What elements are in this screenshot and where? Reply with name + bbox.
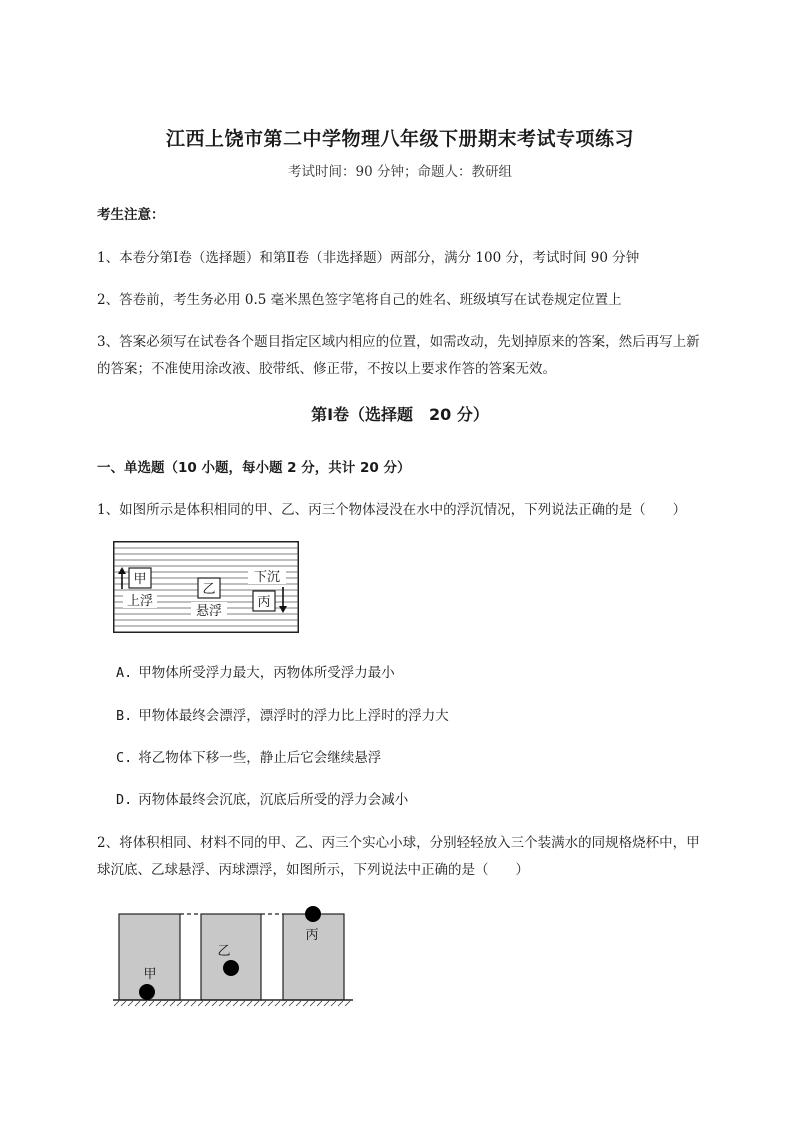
question-2-stem-line1: 2、将体积相同、材料不同的甲、乙、丙三个实心小球，分别轻轻放入三个装满水的同规格烧杯中，甲 (97, 835, 700, 851)
svg-text:丙: 丙 (257, 595, 271, 610)
notice-item-1: 1、本卷分第Ⅰ卷（选择题）和第Ⅱ卷（非选择题）两部分，满分 100 分，考试时间 90 分钟 (97, 250, 640, 266)
object-yi (198, 578, 220, 598)
object-bing (253, 591, 275, 611)
option-c: C. 将乙物体下移一些，静止后它会继续悬浮 (116, 750, 382, 766)
option-d: D. 丙物体最终会沉底，沉底后所受的浮力会减小 (116, 792, 409, 808)
page-subtitle: 考试时间：90 分钟；命题人：教研组 (288, 164, 512, 180)
question-2-stem-line2: 球沉底、乙球悬浮、丙球漂浮，如图所示，下列说法中正确的是（ ） (97, 862, 529, 878)
svg-text:乙: 乙 (202, 582, 216, 597)
ball-bing (305, 906, 321, 922)
label-suspend: 悬浮 (195, 604, 223, 619)
label-up: 上浮 (126, 594, 154, 609)
option-a: A. 甲物体所受浮力最大，丙物体所受浮力最小 (116, 665, 395, 681)
svg-text:甲: 甲 (133, 572, 147, 587)
notice-item-3-cont: 的答案；不准使用涂改液、胶带纸、修正带，不按以上要求作答的答案无效。 (97, 361, 556, 377)
notice-item-2: 2、答卷前，考生务必用 0.5 毫米黑色签字笔将自己的姓名、班级填写在试卷规定位置上 (97, 292, 622, 308)
label-yi: 乙 (217, 944, 231, 959)
label-jia: 甲 (143, 967, 157, 982)
ball-yi (223, 960, 239, 976)
question-group-heading: 一、单选题（10 小题，每小题 2 分，共计 20 分） (97, 460, 411, 476)
label-bing: 丙 (305, 928, 319, 943)
notice-heading: 考生注意： (97, 207, 165, 223)
label-down: 下沉 (253, 570, 281, 585)
section-title: 第Ⅰ卷（选择题 20 分） (311, 405, 489, 424)
question-2-figure (110, 900, 360, 1012)
object-jia (129, 568, 151, 588)
ball-jia (139, 984, 155, 1000)
question-1-stem: 1、如图所示是体积相同的甲、乙、丙三个物体浸没在水中的浮沉情况，下列说法正确的是（ ） (97, 502, 687, 518)
option-b: B. 甲物体最终会漂浮，漂浮时的浮力比上浮时的浮力大 (116, 708, 449, 724)
page-title: 江西上饶市第二中学物理八年级下册期末考试专项练习 (165, 128, 634, 150)
beaker-3 (283, 914, 344, 1000)
beaker-2 (201, 914, 261, 1000)
notice-item-3: 3、答案必须写在试卷各个题目指定区域内相应的位置，如需改动，先划掉原来的答案，然后再写上新 (97, 334, 700, 350)
question-1-figure (113, 541, 299, 633)
